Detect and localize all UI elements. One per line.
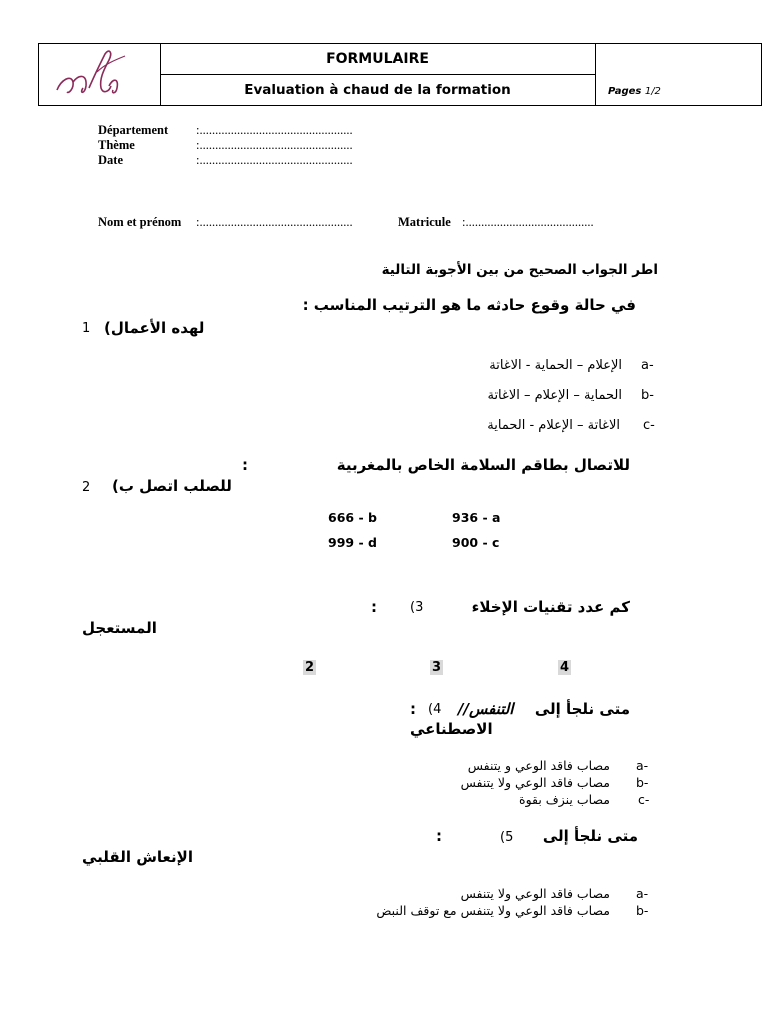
q1-option-a-key: a- [641,358,654,373]
q3-colon: : [371,598,377,616]
q1-option-b-key: b- [641,388,654,403]
q5-option-b[interactable]: مصاب فاقد الوعي ولا يتنفس مع توقف النبض [376,903,610,918]
pages-indicator [608,86,661,97]
q2-line2: للصلب اتصل ب) [112,477,232,495]
q5-option-a[interactable]: مصاب فاقد الوعي ولا يتنفس [460,886,610,901]
q2-line1: للاتصال بطاقم السلامة الخاص بالمغربية [336,456,630,474]
q4-colon: : [410,700,416,718]
theme-label: Thème [98,138,135,152]
q4-line2: الاصطناعي [410,720,493,738]
date-field[interactable]: :................................................. [196,153,353,167]
q3-line2: المستعجل [82,619,157,637]
form-header [38,43,762,106]
company-logo [39,44,160,105]
q1-line1: في حالة وقوع حادثه ما هو الترتيب المناسب : [302,296,636,314]
matricule-label: Matricule [398,215,451,229]
departement-field[interactable]: :................................................. [196,123,353,137]
theme-field[interactable]: :................................................. [196,138,353,152]
q4-option-b[interactable]: مصاب فاقد الوعي ولا يتنفس [460,775,610,790]
pages-cell [595,44,761,105]
q2-answer-a[interactable]: 936 - a [452,510,501,525]
q2-colon: : [242,456,248,474]
q2-number: 2 [82,480,91,495]
q3-answer-3[interactable]: 3 [432,660,442,675]
q5-option-a-key: a- [636,886,649,901]
q5-option-b-key: b- [636,903,649,918]
q5-line2: الإنعاش القلبي [82,848,193,866]
q2-answer-b[interactable]: 666 - b [328,510,377,525]
q4-option-c-key: c- [638,792,650,807]
q2-answer-c[interactable]: 900 - c [452,535,500,550]
q3-answer-2[interactable]: 2 [305,660,315,675]
q1-option-c-key: c- [643,418,655,433]
nom-field[interactable]: :................................................. [196,215,353,229]
form-title: FORMULAIRE [160,44,595,75]
matricule-field[interactable]: :......................................... [462,215,594,229]
q4-line1: متى نلجأ إلى [534,700,630,718]
date-label: Date [98,153,123,167]
q4-italic: التنفس// [458,700,514,718]
q1-option-c[interactable]: الاغاتة – الإعلام - الحماية [487,418,620,433]
q5-number: (5 [500,830,514,845]
q4-option-a[interactable]: مصاب فاقد الوعي و يتنفس [467,758,610,773]
pages-value: 1/2 [644,86,661,97]
q3-answer-4[interactable]: 4 [560,660,570,675]
q1-option-a[interactable]: الإعلام – الحماية - الاغاتة [489,358,622,373]
departement-label: Département [98,123,169,137]
logo-cell [39,44,161,105]
q1-option-b[interactable]: الحماية – الإعلام – الاغاتة [487,388,622,403]
form-subtitle: Evaluation à chaud de la formation [244,82,511,98]
q3-line1: كم عدد تقنيات الإخلاء [471,598,630,616]
q4-option-c[interactable]: مصاب ينزف بقوة [519,792,610,807]
q5-line1: متى نلجأ إلى [542,827,638,845]
pages-label: Pages [608,86,642,97]
q4-option-a-key: a- [636,758,649,773]
instruction-text: اطر الجواب الصحيح من بين الأجوبة التالية [381,262,658,278]
q2-answer-d[interactable]: 999 - d [328,535,377,550]
q4-number: (4 [428,702,442,717]
q4-option-b-key: b- [636,775,649,790]
q1-number: 1 [82,321,91,336]
nom-label: Nom et prénom [98,215,182,229]
q3-number: (3 [410,600,424,615]
title-cell [160,44,596,105]
q1-line2: لهده الأعمال) [104,319,205,337]
q5-colon: : [436,827,442,845]
